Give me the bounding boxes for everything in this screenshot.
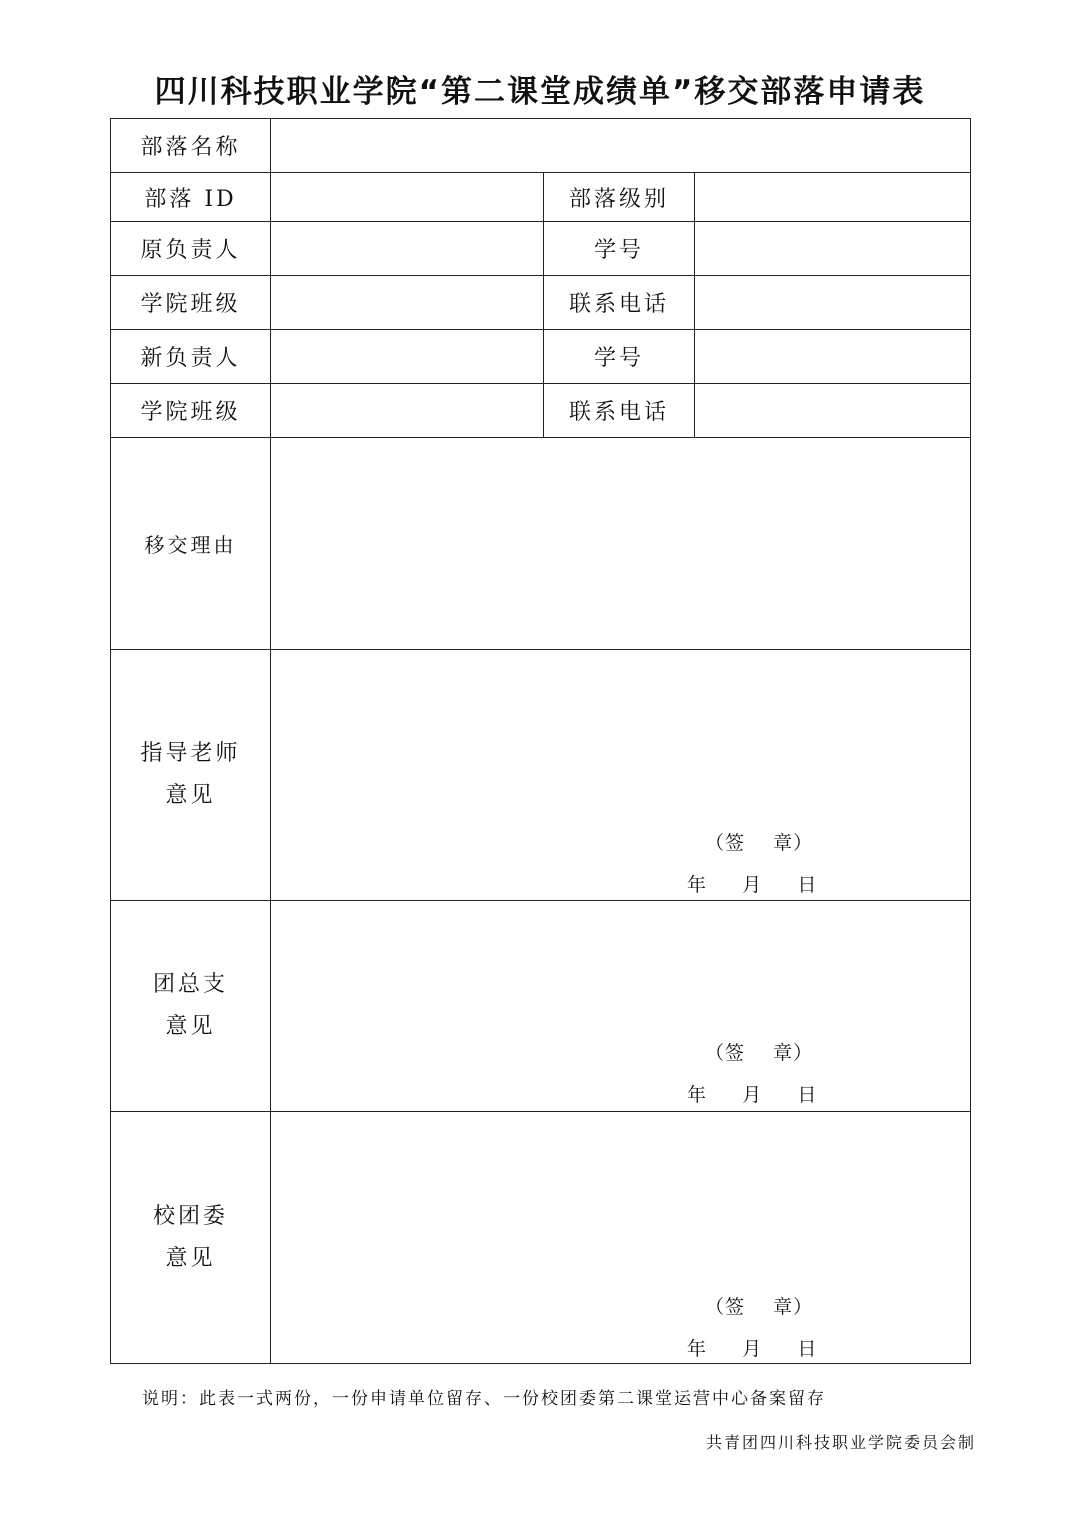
orig-college-class-field[interactable] — [271, 276, 544, 330]
new-phone-label: 联系电话 — [544, 384, 695, 438]
orig-student-no-label: 学号 — [544, 222, 695, 276]
new-leader-field[interactable] — [271, 330, 544, 384]
footer-maker: 共青团四川科技职业学院委员会制 — [705, 1433, 976, 1452]
school-label-line2: 意见 — [165, 1245, 216, 1271]
school-date: 年 月 日 — [687, 1338, 818, 1360]
advisor-date: 年 月 日 — [687, 874, 818, 896]
tribe-name-field[interactable] — [271, 119, 971, 173]
form-title: 四川科技职业学院“第二课堂成绩单”移交部落申请表 — [154, 74, 926, 110]
branch-label-line2: 意见 — [165, 1014, 216, 1039]
school-sign: （签 章） — [705, 1296, 814, 1318]
new-student-no-label: 学号 — [544, 330, 695, 384]
tribe-level-label: 部落级别 — [544, 173, 695, 222]
tribe-id-label: 部落 ID — [111, 173, 271, 222]
school-opinion-label — [111, 1112, 271, 1364]
new-phone-field[interactable] — [695, 384, 971, 438]
orig-phone-field[interactable] — [695, 276, 971, 330]
branch-date: 年 月 日 — [687, 1084, 818, 1106]
application-form — [110, 118, 971, 1364]
branch-opinion-label — [111, 901, 271, 1112]
advisor-sign: （签 章） — [705, 832, 814, 854]
new-college-class-label: 学院班级 — [111, 384, 271, 438]
branch-opinion-field[interactable] — [271, 901, 971, 1112]
branch-label-line1: 团总支 — [152, 972, 228, 997]
new-student-no-field[interactable] — [695, 330, 971, 384]
orig-phone-label: 联系电话 — [544, 276, 695, 330]
orig-leader-label: 原负责人 — [111, 222, 271, 276]
new-college-class-field[interactable] — [271, 384, 544, 438]
new-leader-label: 新负责人 — [111, 330, 271, 384]
orig-leader-field[interactable] — [271, 222, 544, 276]
transfer-reason-field[interactable] — [271, 438, 971, 650]
school-label-line1: 校团委 — [152, 1203, 228, 1229]
advisor-label-line1: 指导老师 — [140, 741, 241, 766]
tribe-id-field[interactable] — [271, 173, 544, 222]
transfer-reason-label: 移交理由 — [111, 438, 271, 650]
orig-student-no-field[interactable] — [695, 222, 971, 276]
tribe-name-label: 部落名称 — [111, 119, 271, 173]
school-opinion-field[interactable] — [271, 1112, 971, 1364]
advisor-opinion-label — [111, 650, 271, 901]
branch-sign: （签 章） — [705, 1042, 814, 1064]
footer-note: 说明：此表一式两份，一份申请单位留存、一份校团委第二课堂运营中心备案留存 — [142, 1389, 826, 1409]
tribe-level-field[interactable] — [695, 173, 971, 222]
advisor-opinion-field[interactable] — [271, 650, 971, 901]
orig-college-class-label: 学院班级 — [111, 276, 271, 330]
advisor-label-line2: 意见 — [165, 783, 216, 808]
